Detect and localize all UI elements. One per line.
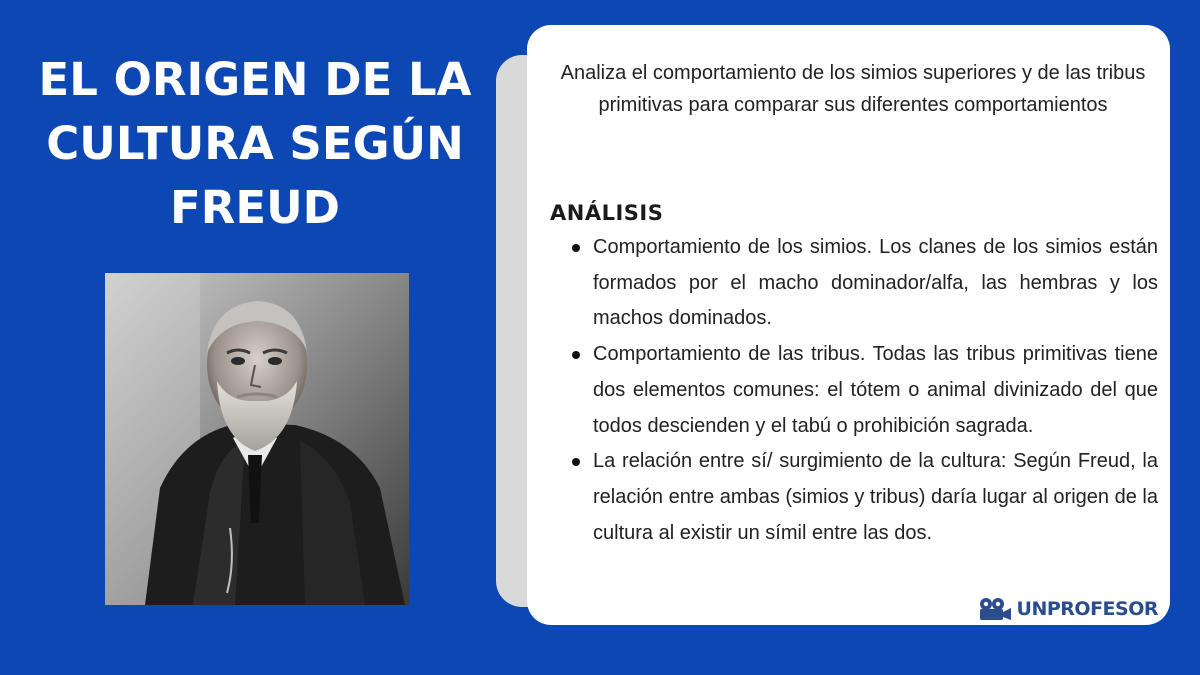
analysis-list	[593, 230, 1158, 551]
portrait-photo	[105, 273, 409, 605]
bullet-icon	[572, 244, 580, 252]
list-item-text: Comportamiento de las tribus. Todas las tribus primitivas tiene dos elementos comunes: el tótem o animal divinizado del que todos descienden y el tabú o prohibición sagrada.	[593, 343, 1158, 437]
list-item	[593, 337, 1158, 444]
title-line: CULTURA SEGÚN	[46, 117, 464, 170]
film-camera-icon	[978, 597, 1012, 621]
list-item	[593, 230, 1158, 337]
page-title	[20, 48, 490, 240]
analysis-card	[527, 25, 1170, 625]
analysis-heading: ANÁLISIS	[550, 201, 664, 225]
bullet-icon	[572, 351, 580, 359]
bullet-icon	[572, 458, 580, 466]
title-line: EL ORIGEN DE LA	[38, 53, 472, 106]
brand-name: UNPROFESOR	[1016, 598, 1158, 620]
list-item	[593, 444, 1158, 551]
brand-logo	[978, 597, 1158, 621]
freud-portrait-photo	[105, 273, 409, 605]
list-item-text: La relación entre sí/ surgimiento de la cultura: Según Freud, la relación entre ambas (simios y tribus) daría lugar al origen de la cultura al existir un símil entre las dos.	[593, 450, 1158, 544]
intro-text: Analiza el comportamiento de los simios superiores y de las tribus primitivas para comparar sus diferentes comportamientos	[560, 62, 1146, 116]
title-line: FREUD	[169, 181, 341, 234]
list-item-text: Comportamiento de los simios. Los clanes de los simios están formados por el macho dominador/alfa, las hembras y los machos dominados.	[593, 236, 1158, 330]
